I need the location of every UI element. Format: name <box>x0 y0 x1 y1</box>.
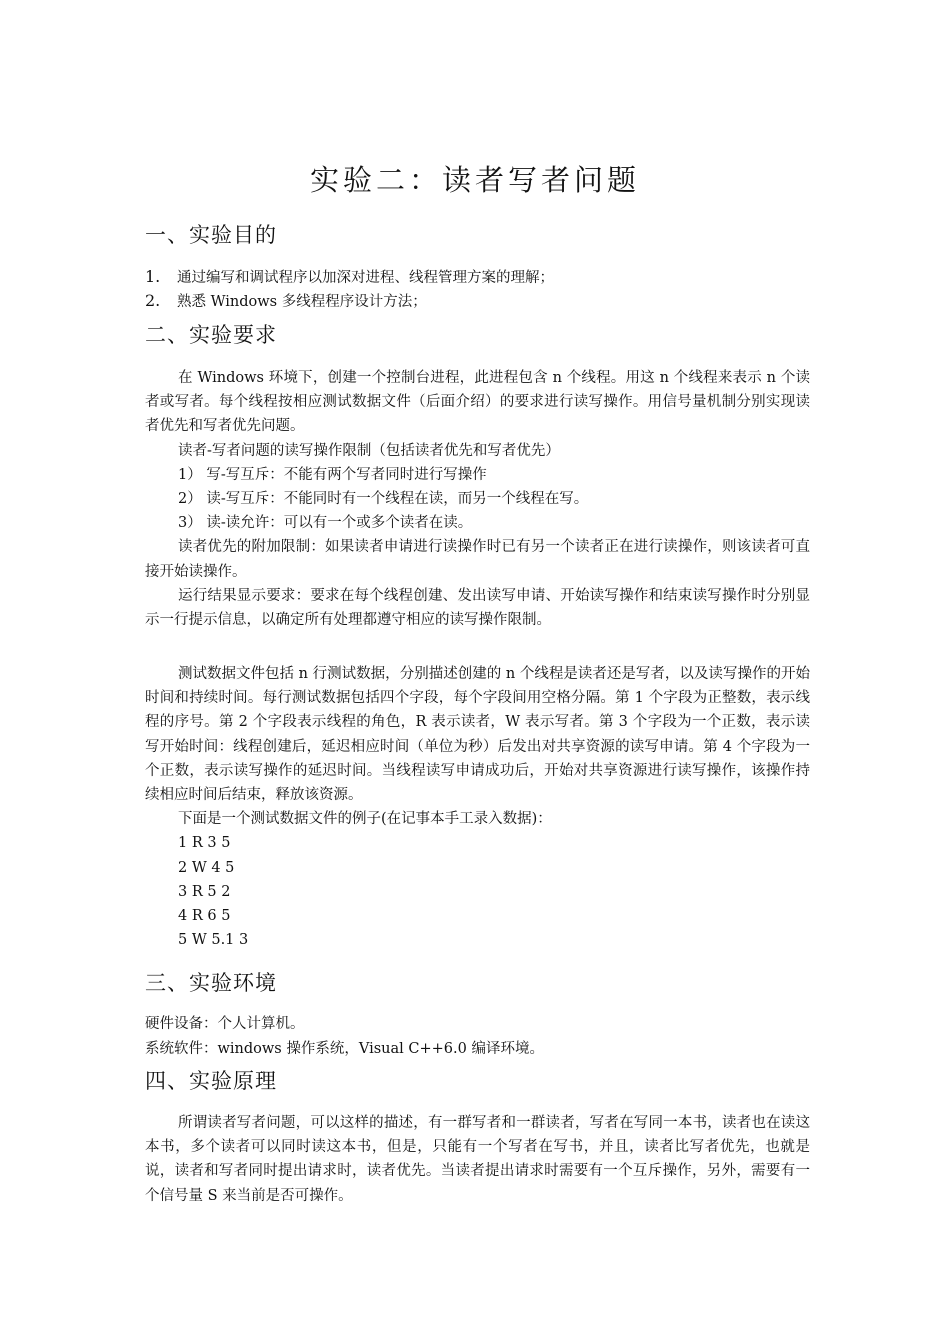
section-heading-4: 四、实验原理 <box>145 1069 277 1093</box>
section-heading-3: 三、实验环境 <box>145 971 277 995</box>
paragraph: 运行结果显示要求：要求在每个线程创建、发出读写申请、开始读写操作和结束读写操作时分别显示一行提示信息，以确定所有处理都遵守相应的读写操作限制。 <box>145 587 810 629</box>
paragraph: 1） 写-写互斥：不能有两个写者同时进行写操作 <box>178 466 487 483</box>
env-line-software: 系统软件：windows 操作系统，Visual C++6.0 编译环境。 <box>145 1041 544 1057</box>
data-line: 4 R 6 5 <box>178 908 231 925</box>
paragraph: 测试数据文件包括 n 行测试数据，分别描述创建的 n 个线程是读者还是写者，以及读写操作的开始时间和持续时间。每行测试数据包括四个字段，每个字段间用空格分隔。第 1 个字段为正整数，表示线程的序号。第 2 个字段表示线程的角色，R 表示读者，W 表示写者。第 3 个字段为一个正数，表示读写开始时间：线程创建后，延迟相应时间（单位为秒）后发出对共享资源的读写申请。第 4 个字段为一个正数，表示读写操作的延迟时间。当线程读写申请成功后，开始对共享资源进行读写操作，该操作持续相应时间后结束，释放该资源。 <box>145 666 810 804</box>
section-heading-2: 二、实验要求 <box>145 323 277 347</box>
data-line: 1 R 3 5 <box>178 835 231 852</box>
paragraph: 读者-写者问题的读写操作限制（包括读者优先和写者优先） <box>178 442 560 459</box>
data-line: 3 R 5 2 <box>178 883 231 900</box>
page-title: 实验二：读者写者问题 <box>309 163 640 197</box>
list-item-text: 通过编写和调试程序以加深对进程、线程管理方案的理解； <box>177 270 554 286</box>
paragraph: 3） 读-读允许：可以有一个或多个读者在读。 <box>178 515 473 532</box>
data-line: 5 W 5.1 3 <box>178 932 249 949</box>
test-data-block <box>145 662 810 952</box>
principle-block <box>145 1111 810 1208</box>
requirements-block <box>145 366 810 632</box>
list-item <box>145 266 554 289</box>
paragraph: 下面是一个测试数据文件的例子(在记事本手工录入数据)： <box>178 811 552 828</box>
env-line-hardware: 硬件设备：个人计算机。 <box>145 1016 305 1032</box>
list-item-number: 1. <box>145 267 161 286</box>
list-item-number: 2. <box>145 291 161 310</box>
paragraph: 读者优先的附加限制：如果读者申请进行读操作时已有另一个读者正在进行读操作，则该读者可直接开始读操作。 <box>145 539 810 580</box>
paragraph: 2） 读-写互斥：不能同时有一个线程在读，而另一个线程在写。 <box>178 491 589 508</box>
paragraph: 在 Windows 环境下，创建一个控制台进程，此进程包含 n 个线程。用这 n 个线程来表示 n 个读者或写者。每个线程按相应测试数据文件（后面介绍）的要求进行读写操作。用信号量机制分别实现读者优先和写者优先问题。 <box>145 370 810 435</box>
list-item-text: 熟悉 Windows 多线程程序设计方法； <box>177 294 427 310</box>
section-heading-1: 一、实验目的 <box>145 223 277 247</box>
list-item <box>145 290 427 313</box>
data-line: 2 W 4 5 <box>178 859 235 876</box>
paragraph: 所谓读者写者问题，可以这样的描述，有一群写者和一群读者，写者在写同一本书，读者也在读这本书，多个读者可以同时读这本书，但是，只能有一个写者在写书，并且，读者比写者优先，也就是说，读者和写者同时提出请求时，读者优先。当读者提出请求时需要有一个互斥操作，另外，需要有一个信号量 S 来当前是否可操作。 <box>145 1115 810 1204</box>
